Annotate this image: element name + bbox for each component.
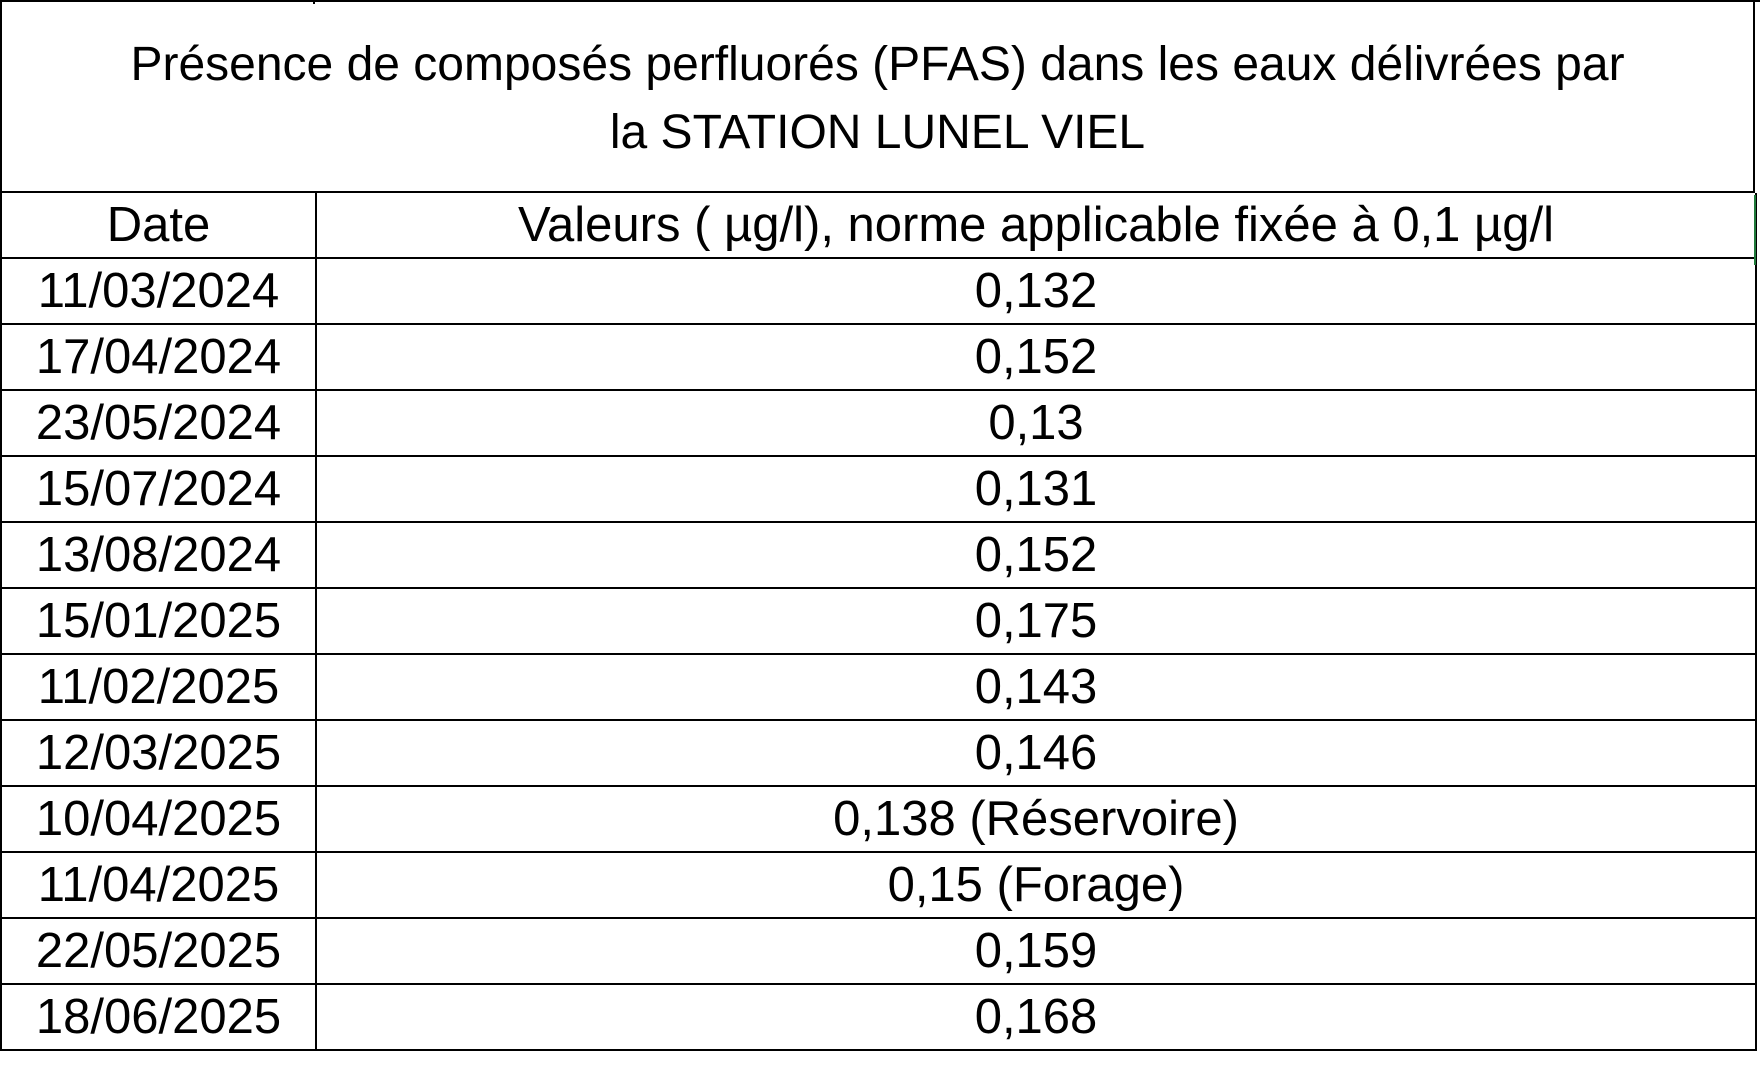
table-row bbox=[1, 588, 1756, 654]
date-cell[interactable]: 22/05/2025 bbox=[1, 918, 316, 984]
value-cell[interactable]: 0,143 bbox=[316, 654, 1756, 720]
pfas-values-table bbox=[0, 193, 1757, 1051]
table-row bbox=[1, 654, 1756, 720]
title-cell[interactable] bbox=[0, 2, 1755, 193]
table-row bbox=[1, 984, 1756, 1050]
value-cell[interactable]: 0,146 bbox=[316, 720, 1756, 786]
value-cell[interactable]: 0,168 bbox=[316, 984, 1756, 1050]
table-row bbox=[1, 258, 1756, 324]
table-row bbox=[1, 918, 1756, 984]
table-row bbox=[1, 786, 1756, 852]
date-cell[interactable]: 17/04/2024 bbox=[1, 324, 316, 390]
value-cell[interactable]: 0,132 bbox=[316, 258, 1756, 324]
table-row bbox=[1, 522, 1756, 588]
value-cell[interactable]: 0,152 bbox=[316, 324, 1756, 390]
date-cell[interactable]: 13/08/2024 bbox=[1, 522, 316, 588]
header-value[interactable]: Valeurs ( µg/l), norme applicable fixée à 0,1 µg/l bbox=[316, 193, 1756, 258]
table-row bbox=[1, 720, 1756, 786]
date-cell[interactable]: 11/04/2025 bbox=[1, 852, 316, 918]
value-cell[interactable]: 0,152 bbox=[316, 522, 1756, 588]
table-title bbox=[110, 31, 1644, 167]
date-cell[interactable]: 10/04/2025 bbox=[1, 786, 316, 852]
table-row bbox=[1, 456, 1756, 522]
value-cell[interactable]: 0,13 bbox=[316, 390, 1756, 456]
date-cell[interactable]: 18/06/2025 bbox=[1, 984, 316, 1050]
title-line-2: la STATION LUNEL VIEL bbox=[609, 105, 1146, 159]
selection-edge-marker bbox=[1754, 195, 1756, 265]
date-cell[interactable]: 11/03/2024 bbox=[1, 258, 316, 324]
value-cell[interactable]: 0,175 bbox=[316, 588, 1756, 654]
date-cell[interactable]: 15/01/2025 bbox=[1, 588, 316, 654]
value-cell[interactable]: 0,15 (Forage) bbox=[316, 852, 1756, 918]
header-row bbox=[1, 193, 1756, 258]
value-cell[interactable]: 0,131 bbox=[316, 456, 1756, 522]
date-cell[interactable]: 23/05/2024 bbox=[1, 390, 316, 456]
date-cell[interactable]: 15/07/2024 bbox=[1, 456, 316, 522]
table-row bbox=[1, 324, 1756, 390]
table-row bbox=[1, 390, 1756, 456]
value-cell[interactable]: 0,138 (Réservoire) bbox=[316, 786, 1756, 852]
table-row bbox=[1, 852, 1756, 918]
header-date[interactable]: Date bbox=[1, 193, 316, 258]
date-cell[interactable]: 11/02/2025 bbox=[1, 654, 316, 720]
title-line-1: Présence de composés perfluorés (PFAS) dans les eaux délivrées par bbox=[130, 37, 1625, 91]
value-cell[interactable]: 0,159 bbox=[316, 918, 1756, 984]
date-cell[interactable]: 12/03/2025 bbox=[1, 720, 316, 786]
